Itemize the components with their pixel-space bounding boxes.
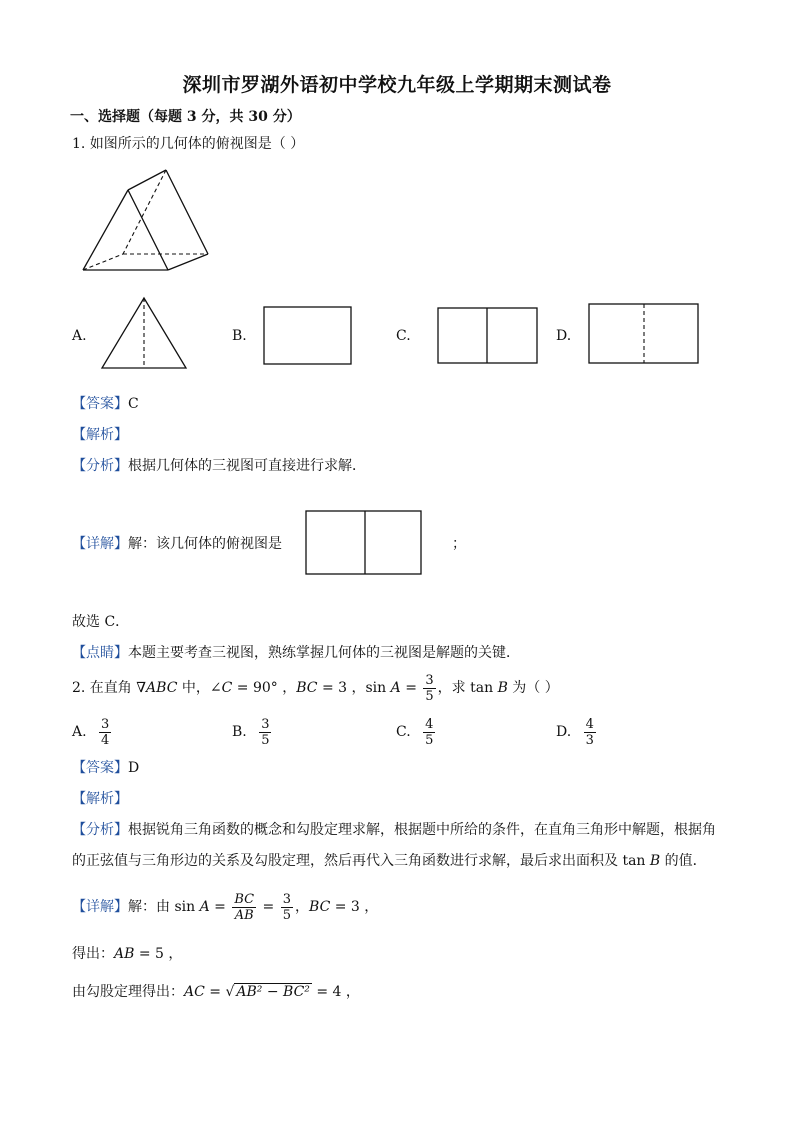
q2-var: C: [221, 680, 233, 696]
option-label: D.: [556, 724, 572, 740]
fraction-denominator: 5: [425, 732, 434, 748]
sqrt-radicand: AB² − BC²: [236, 984, 310, 1000]
detail-text: ，: [295, 899, 310, 915]
fraction-denominator: 4: [101, 732, 110, 748]
fraction-numerator: 3: [425, 672, 434, 688]
q2-stem-part: = 3 ，sin: [317, 680, 391, 696]
detail-text: = 3 ，: [330, 899, 379, 915]
detail-fraction: [232, 892, 256, 923]
fraction-denominator: AB: [234, 907, 254, 923]
q2-option-b: [232, 714, 273, 750]
q2-stem-part: 2. 在直角: [72, 680, 137, 696]
fraction-denominator: 5: [261, 732, 270, 748]
option-c-label: C.: [396, 328, 411, 344]
dianjing-text: 本题主要考查三视图，熟练掌握几何体的三视图是解题的关键．: [128, 645, 520, 661]
detail-text: = 5 ，: [134, 946, 183, 962]
fraction-numerator: BC: [234, 891, 255, 907]
answer-value: C: [128, 396, 139, 412]
detail-line-4: [72, 982, 360, 1002]
prism-figure: [78, 166, 218, 276]
fraction-numerator: 3: [261, 716, 270, 732]
q2-stem-part: 中，∠: [177, 680, 222, 696]
answer-line-2: [72, 758, 139, 778]
fraction-denominator: 3: [585, 732, 594, 748]
option-d-label: D.: [556, 328, 572, 344]
detail-line-2: [72, 888, 378, 926]
q2-var: BC: [296, 680, 318, 696]
option-fraction: [584, 717, 596, 748]
detail-text: 解：该几何体的俯视图是: [128, 536, 282, 552]
detail-tag: 【详解】: [72, 899, 128, 915]
answer-tag: 【答案】: [72, 760, 128, 776]
detail-text: 由勾股定理得出：: [72, 984, 184, 1000]
q2-stem-fraction: [423, 673, 435, 704]
q2-option-c: [396, 714, 437, 750]
fenxi-line-1: [72, 456, 366, 476]
triangle-symbol-icon: ∇: [136, 680, 147, 696]
fraction-numerator: 3: [282, 891, 292, 907]
detail-var: AB: [114, 946, 135, 962]
detail-text: 解：由 sin: [128, 899, 200, 915]
dianjing-line-1: [72, 643, 520, 663]
detail-tag: 【详解】: [72, 536, 128, 552]
fenxi-var: B: [649, 853, 661, 869]
fraction-denominator: 5: [282, 907, 292, 923]
section-heading: 一、选择题（每题 3 分，共 30 分）: [70, 109, 301, 125]
q2-stem-part: ，求 tan: [437, 680, 498, 696]
analysis-tag-1: 【解析】: [72, 427, 128, 443]
fenxi-text: 的值．: [660, 853, 707, 869]
fenxi-text: 根据锐角三角函数的概念和勾股定理求解，根据题中所给的条件，在直角三角形中解题，根据角: [128, 822, 716, 838]
fenxi-text: 的正弦值与三角形边的关系及勾股定理，然后再代入三角函数进行求解，最后求出面积及 tan: [72, 853, 650, 869]
question-2-stem: [72, 670, 559, 706]
detail-text: =: [258, 899, 279, 915]
fenxi-line-2b: [72, 851, 707, 871]
detail-text: =: [204, 984, 226, 1000]
q2-var: A: [390, 680, 401, 696]
detail-text: = 4 ，: [311, 984, 360, 1000]
page-title: 深圳市罗湖外语初中学校九年级上学期期末测试卷: [182, 74, 612, 96]
option-fraction: [259, 717, 271, 748]
dianjing-tag: 【点睛】: [72, 645, 128, 661]
option-fraction: [423, 717, 435, 748]
fenxi-tag: 【分析】: [72, 458, 128, 474]
detail-top-view-figure: [304, 509, 424, 577]
detail-text: 得出：: [72, 946, 114, 962]
fenxi-line-2: [72, 820, 716, 840]
q2-stem-part: = 90° ，: [232, 680, 297, 696]
detail-text: =: [209, 899, 231, 915]
answer-value: D: [128, 760, 140, 776]
option-label: C.: [396, 724, 411, 740]
analysis-tag-2: 【解析】: [72, 791, 128, 807]
q2-stem-part: =: [400, 680, 422, 696]
option-label: B.: [232, 724, 247, 740]
option-d-rectangle: [587, 302, 701, 366]
detail-line-3: [72, 944, 182, 964]
fraction-numerator: 3: [101, 716, 110, 732]
q2-var: B: [497, 680, 508, 696]
fraction-numerator: 4: [425, 716, 434, 732]
detail-line-1: [72, 534, 282, 554]
answer-tag: 【答案】: [72, 396, 128, 412]
option-fraction: [99, 717, 111, 748]
option-a-triangle: [100, 296, 190, 371]
sqrt-sign-icon: √: [225, 984, 235, 1000]
fraction-numerator: 4: [585, 716, 594, 732]
question-1-stem: 1. 如图所示的几何体的俯视图是（ ）: [72, 136, 305, 152]
q2-stem-part: 为（ ）: [507, 680, 559, 696]
fraction-denominator: 5: [425, 688, 434, 704]
option-a-label: A.: [72, 328, 87, 344]
detail-var: AC: [184, 984, 205, 1000]
q2-triangle-name: ABC: [146, 680, 178, 696]
detail-end: ；: [452, 536, 466, 552]
conclusion-1: 故选 C．: [72, 614, 130, 630]
answer-line-1: [72, 394, 139, 414]
fenxi-tag: 【分析】: [72, 822, 128, 838]
option-b-label: B.: [232, 328, 247, 344]
option-b-rectangle: [262, 305, 354, 367]
option-c-rectangle: [436, 306, 540, 366]
option-label: A.: [72, 724, 87, 740]
fenxi-text: 根据几何体的三视图可直接进行求解．: [128, 458, 366, 474]
detail-fraction: [281, 892, 293, 923]
q2-option-d: [556, 714, 598, 750]
detail-var: BC: [309, 899, 331, 915]
detail-var: A: [199, 899, 210, 915]
q2-option-a: [72, 714, 113, 750]
